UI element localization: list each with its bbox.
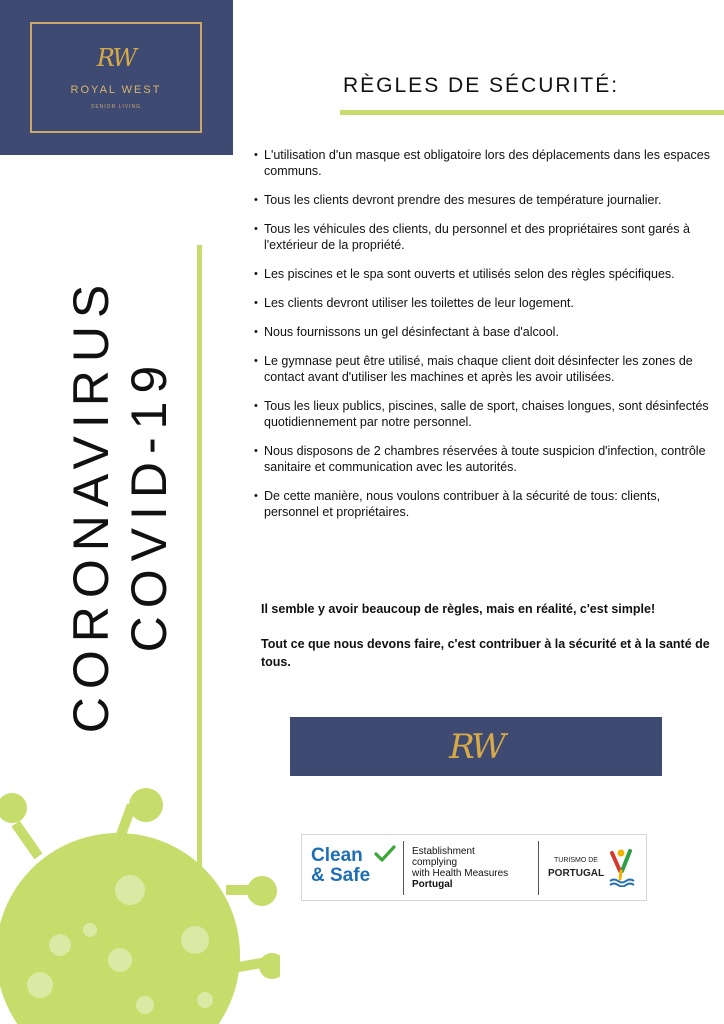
badge-text-line2: complying xyxy=(412,857,458,868)
turismo-label-top: TURISMO DE xyxy=(554,857,598,864)
rule-item: • Les piscines et le spa sont ouverts et utilisés selon des règles spécifiques. xyxy=(254,266,716,282)
badge-text-line3: with Health Measures xyxy=(412,868,509,879)
badge-divider xyxy=(538,841,539,895)
clean-safe-logo xyxy=(311,846,370,886)
rule-item: • De cette manière, nous voulons contribuer à la sécurité de tous: clients, personnel et propriétaires. xyxy=(254,488,716,520)
rule-item: • Le gymnase peut être utilisé, mais chaque client doit désinfecter les zones de contact avant d'utiliser les machines et après les avoir utilisées. xyxy=(254,353,716,385)
logo-frame xyxy=(30,22,202,133)
logo-tagline: SENIOR LIVING xyxy=(91,104,141,110)
page-title: RÈGLES DE SÉCURITÉ: xyxy=(343,74,620,97)
banner-monogram: RW xyxy=(449,727,503,767)
rule-item: • Tous les véhicules des clients, du personnel et des propriétaires sont garés à l'extérieur de la propriété. xyxy=(254,221,716,253)
vertical-title-line1: CORONAVIRUS xyxy=(63,276,119,734)
badge-description xyxy=(412,846,508,890)
safety-rules-list xyxy=(254,147,716,533)
clean-safe-badge xyxy=(301,834,647,901)
rule-item: • Tous les clients devront prendre des mesures de température journalier. xyxy=(254,192,716,208)
closing-statement-2: Tout ce que nous devons faire, c'est contribuer à la sécurité et à la santé de tous. xyxy=(261,637,710,669)
vertical-title-line2: COVID-19 xyxy=(121,357,177,653)
badge-text-line1: Establishment xyxy=(412,846,475,857)
badge-divider xyxy=(403,841,404,895)
rule-item: • Nous disposons de 2 chambres réservées à toute suspicion d'infection, contrôle sanitaire et communication avec les autorités. xyxy=(254,443,716,475)
checkmark-icon xyxy=(374,845,396,863)
clean-safe-logo-line2: & Safe xyxy=(311,865,371,886)
turismo-portugal-emblem-icon xyxy=(608,847,636,887)
logo-panel xyxy=(0,0,233,155)
monogram-banner xyxy=(290,717,662,776)
logo-monogram: RW xyxy=(96,44,136,72)
vertical-title xyxy=(62,245,178,765)
title-underline xyxy=(340,110,724,115)
rule-item: • Tous les lieux publics, piscines, salle de sport, chaises longues, sont désinfectés quotidiennement par notre personnel. xyxy=(254,398,716,430)
rule-item: • Nous fournissons un gel désinfectant à base d'alcool. xyxy=(254,324,716,340)
logo-brand-name: ROYAL WEST xyxy=(70,84,162,96)
rule-item: • Les clients devront utiliser les toilettes de leur logement. xyxy=(254,295,716,311)
virus-illustration-icon xyxy=(0,780,280,1024)
closing-statement-1: Il semble y avoir beaucoup de règles, mais en réalité, c'est simple! xyxy=(261,602,656,616)
rule-item: • L'utilisation d'un masque est obligatoire lors des déplacements dans les espaces communs. xyxy=(254,147,716,179)
clean-safe-logo-line1: Clean xyxy=(311,845,363,866)
turismo-label-bottom: PORTUGAL xyxy=(548,868,605,879)
badge-text-line4: Portugal xyxy=(412,879,453,890)
